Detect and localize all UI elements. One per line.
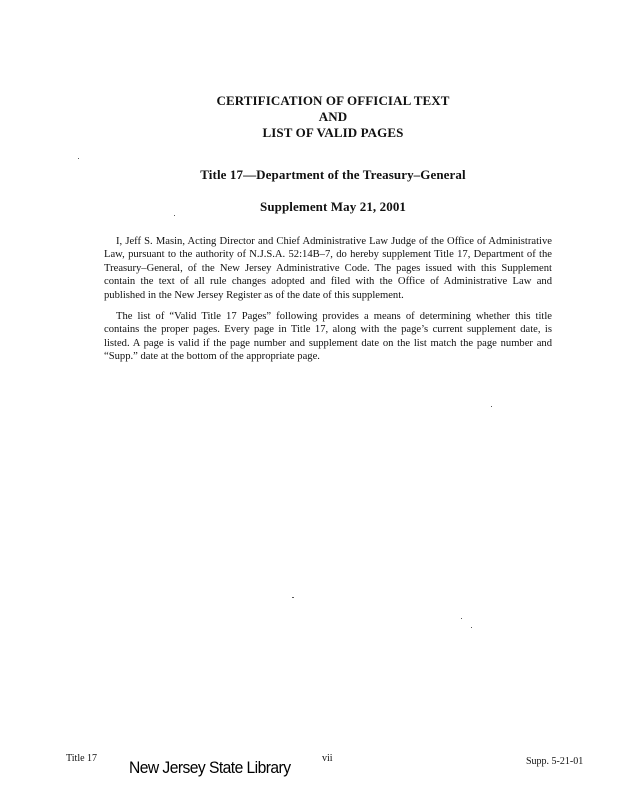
heading-line-1: CERTIFICATION OF OFFICIAL TEXT — [216, 93, 450, 108]
title-heading: Title 17—Department of the Treasury–General — [200, 167, 466, 182]
heading-line-2: AND — [318, 109, 348, 124]
supplement-date-heading: Supplement May 21, 2001 — [259, 199, 407, 214]
valid-pages-paragraph: The list of “Valid Title 17 Pages” following provides a means of determining whether this title contains the proper pages. Every page in Title 17, along with the page’s current supplement date, is listed. A page is valid if the page number and supplement date on the list match the page number and “Supp.” date at the bottom of the appropriate page. — [104, 311, 552, 363]
scan-speck — [471, 627, 472, 628]
footer-page-number: vii — [322, 753, 333, 764]
scan-speck — [461, 618, 462, 619]
scan-speck — [174, 215, 175, 216]
scan-speck — [491, 406, 492, 407]
footer-title: Title 17 — [66, 753, 98, 764]
certification-heading — [0, 93, 626, 141]
footer-supplement-date: Supp. 5-21-01 — [526, 756, 584, 767]
heading-line-3: LIST OF VALID PAGES — [262, 125, 404, 140]
certification-paragraph: I, Jeff S. Masin, Acting Director and Chief Administrative Law Judge of the Office of Administrative Law, pursuant to the authority of N.J.S.A. 52:14B–7, do hereby supplement Title 17, Department of the Treasury–General, of the New Jersey Administrative Code. The pages issued with this Supplement contain the text of all rule changes adopted and filed with the Office of Administrative Law and published in the New Jersey Register as of the date of this supplement. — [104, 236, 552, 301]
library-stamp: New Jersey State Library — [129, 758, 291, 777]
scan-speck — [292, 597, 294, 598]
scan-speck — [78, 158, 79, 159]
